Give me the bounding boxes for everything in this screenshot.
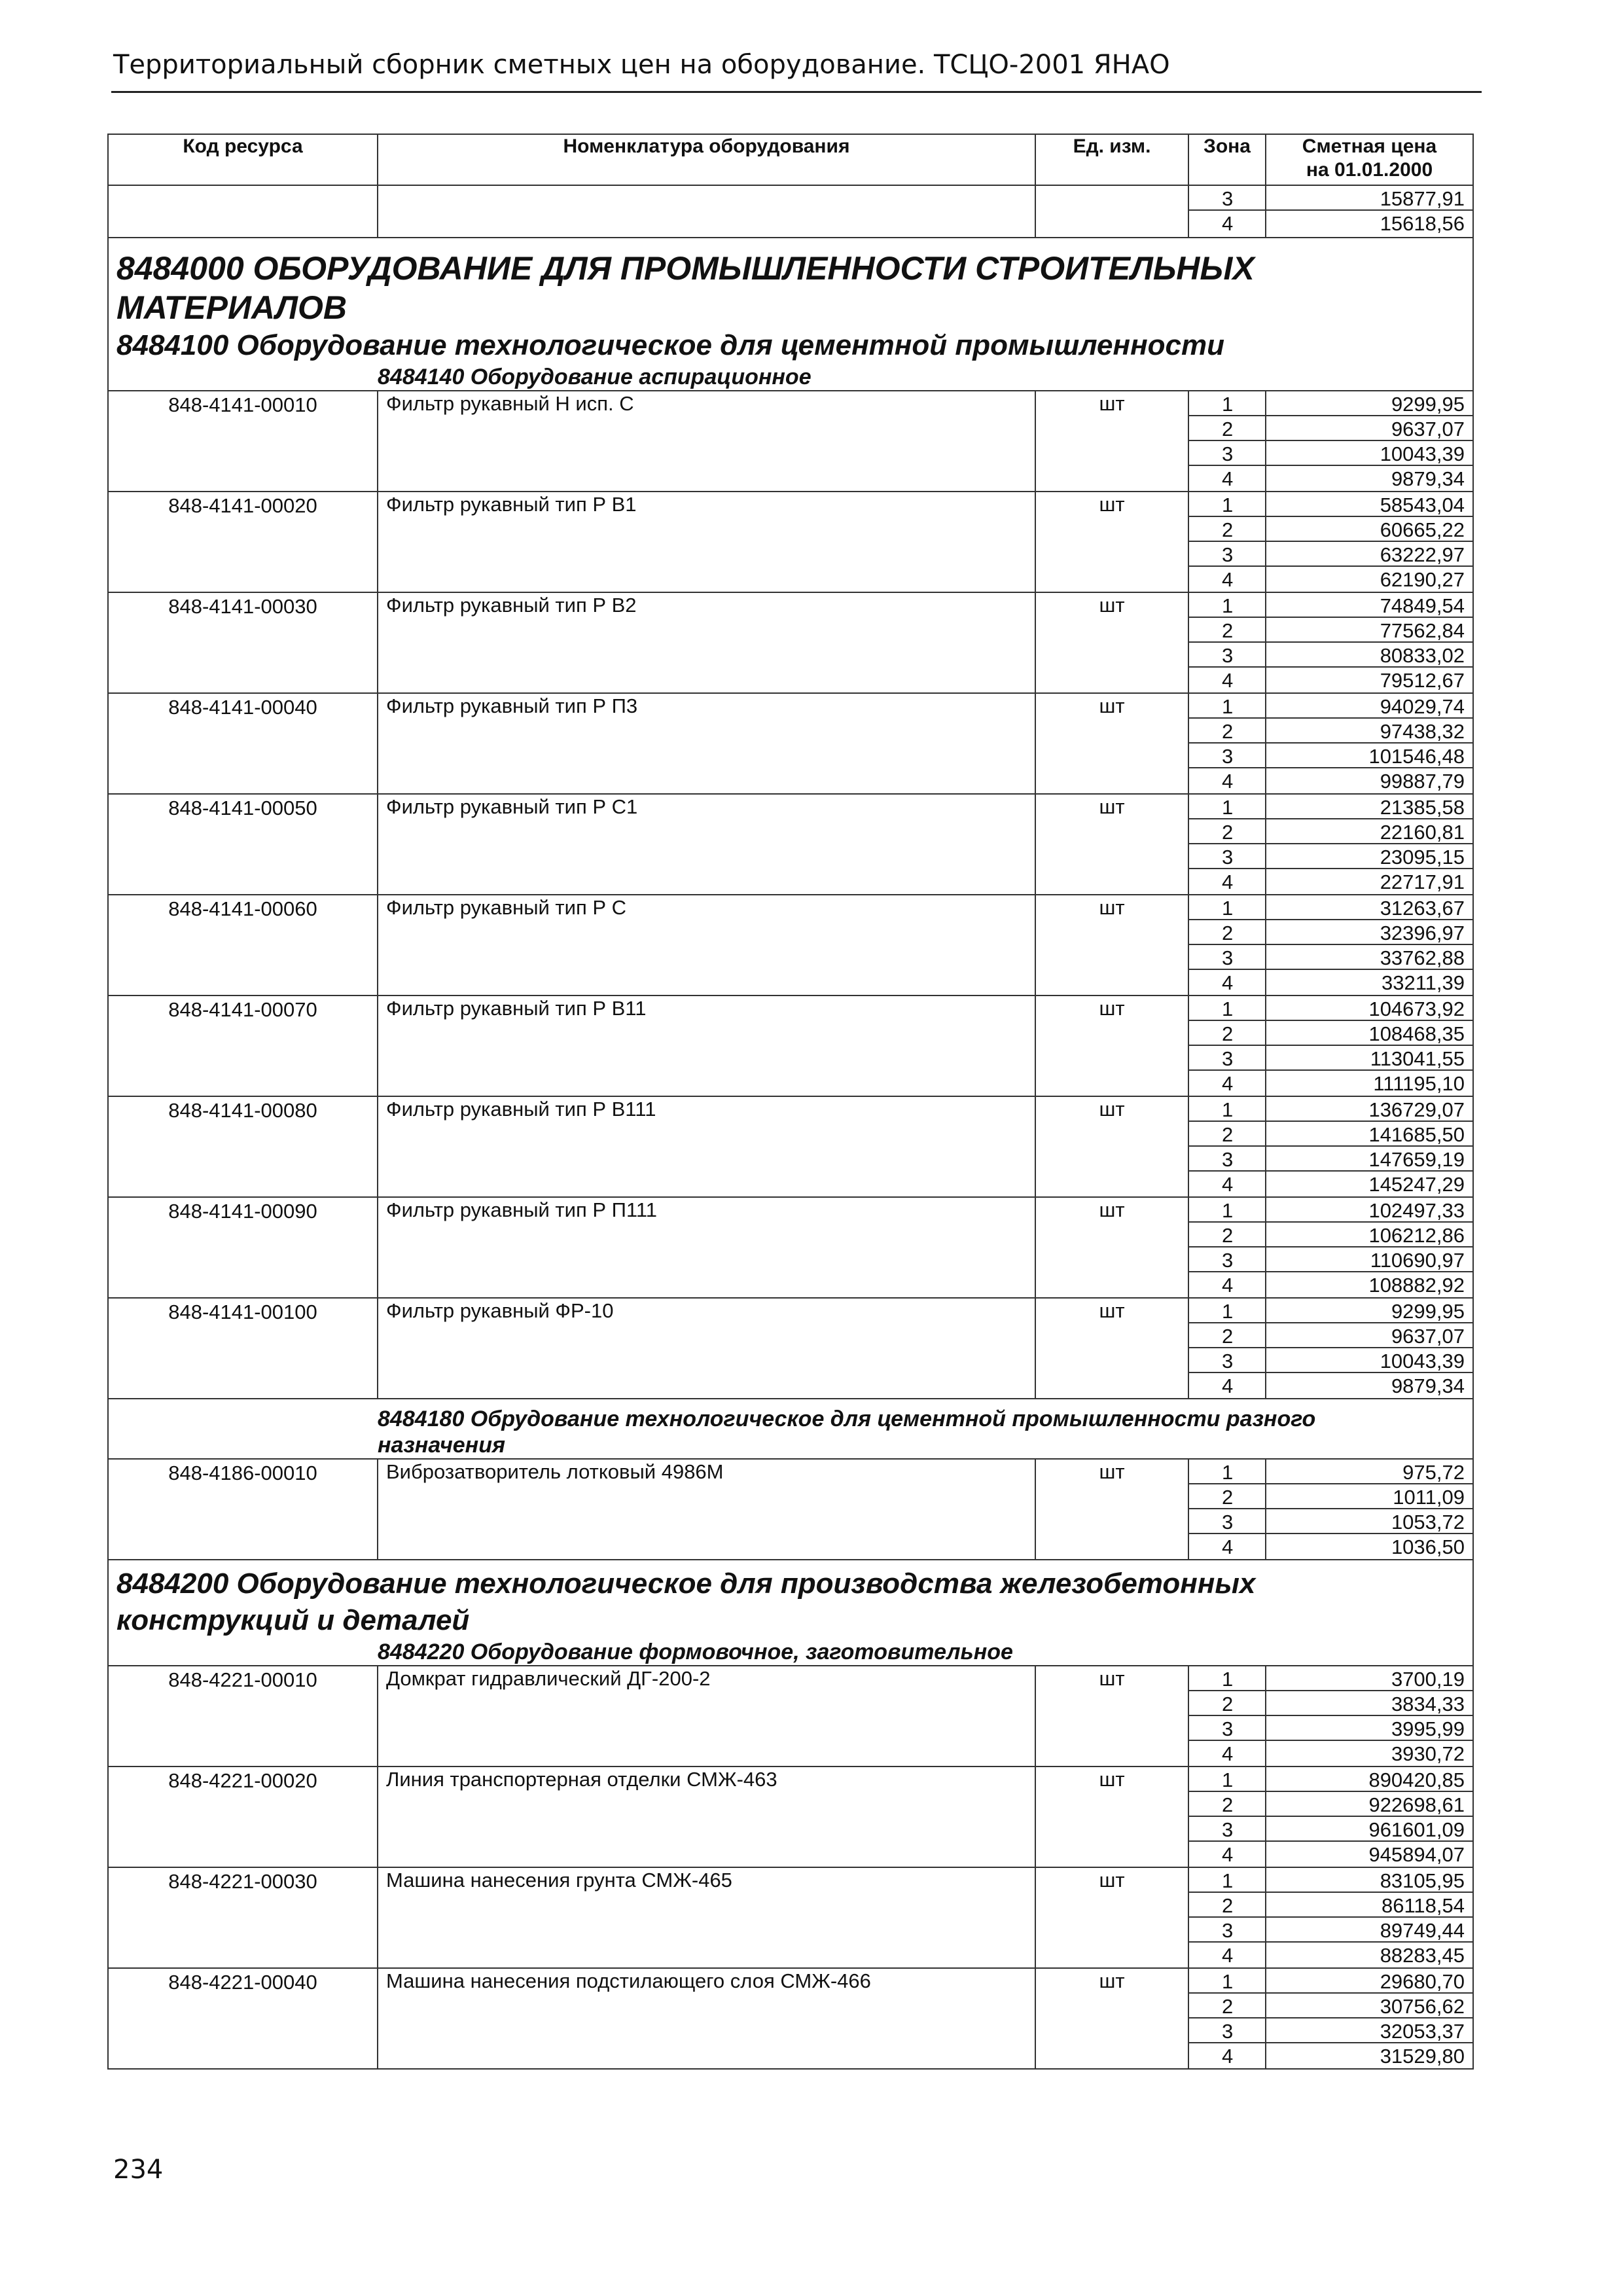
price-value: 1036,50: [1391, 1535, 1465, 1558]
unit-of-measure: шт: [1035, 1197, 1188, 1298]
zone-value: 4: [1222, 1535, 1234, 1558]
zone-value: 4: [1222, 1072, 1234, 1095]
price-value: 890420,85: [1266, 1767, 1472, 1792]
table-row: [108, 1096, 1473, 1197]
zone-value: 3: [1189, 945, 1265, 970]
price-value: 9637,07: [1266, 1323, 1472, 1348]
zone-value: 2: [1189, 1323, 1265, 1348]
price-value: 94029,74: [1266, 694, 1472, 719]
zone-value: 3: [1189, 744, 1265, 768]
zone-value: 2: [1189, 618, 1265, 643]
table-header-row: [108, 134, 1473, 185]
zone-value: 1: [1189, 1666, 1265, 1691]
price-value: 106212,86: [1266, 1223, 1472, 1247]
zone-list: [1188, 895, 1266, 996]
equipment-name: Фильтр рукавный тип Р С: [378, 895, 1035, 996]
resource-code: 848-4141-00070: [108, 996, 378, 1096]
carryover-price: 15618,56: [1380, 212, 1465, 235]
section-row-8484000: [108, 238, 1473, 327]
zone-value: 1: [1189, 1767, 1265, 1792]
zone-value: 3: [1189, 441, 1265, 466]
zone-value: 4: [1222, 467, 1234, 490]
carryover-price: 15877,91: [1266, 186, 1472, 211]
carryover-zones: [1188, 185, 1266, 238]
equipment-name: Фильтр рукавный тип Р В2: [378, 592, 1035, 693]
zone-value: 4: [1222, 669, 1234, 692]
resource-code: 848-4141-00010: [108, 391, 378, 492]
equipment-name: Фильтр рукавный ФР-10: [378, 1298, 1035, 1399]
resource-code: 848-4141-00080: [108, 1096, 378, 1197]
price-table-body: [108, 134, 1473, 2069]
section-title-8484100: 8484100 Оборудование технологическое для цементной промышленности: [108, 327, 1473, 364]
zone-value: 3: [1189, 1046, 1265, 1071]
zone-value: 2: [1189, 1021, 1265, 1046]
section-row-8484200: [108, 1560, 1473, 1639]
unit-of-measure: шт: [1035, 693, 1188, 794]
price-list: [1266, 592, 1473, 693]
zone-list: [1188, 1197, 1266, 1298]
unit-of-measure: шт: [1035, 1767, 1188, 1867]
zone-list: [1188, 1298, 1266, 1399]
price-list: [1266, 391, 1473, 492]
equipment-name: Фильтр рукавный тип Р П3: [378, 693, 1035, 794]
carryover-code: [108, 185, 378, 238]
price-value: 22160,81: [1266, 819, 1472, 844]
price-list: [1266, 895, 1473, 996]
price-value: 113041,55: [1266, 1046, 1472, 1071]
table-row: [108, 391, 1473, 492]
price-value: 147659,19: [1266, 1147, 1472, 1172]
equipment-name: Фильтр рукавный тип Р В11: [378, 996, 1035, 1096]
price-value: 975,72: [1266, 1460, 1472, 1484]
zone-value: 1: [1189, 593, 1265, 618]
column-header-price: [1266, 134, 1473, 185]
price-value: 10043,39: [1266, 441, 1472, 466]
header-divider: [111, 91, 1482, 93]
resource-code: 848-4221-00040: [108, 1968, 378, 2069]
price-value: 63222,97: [1266, 542, 1472, 567]
zone-value: 2: [1189, 416, 1265, 441]
resource-code: 848-4221-00030: [108, 1867, 378, 1968]
zone-value: 2: [1189, 517, 1265, 542]
price-value: 3995,99: [1266, 1716, 1472, 1741]
unit-of-measure: шт: [1035, 1298, 1188, 1399]
resource-code: 848-4141-00060: [108, 895, 378, 996]
resource-code: 848-4221-00010: [108, 1666, 378, 1767]
zone-value: 4: [1222, 1742, 1234, 1765]
zone-value: 2: [1189, 1893, 1265, 1918]
price-value: 58543,04: [1266, 492, 1472, 517]
price-value: 30756,62: [1266, 1994, 1472, 2018]
unit-of-measure: шт: [1035, 1666, 1188, 1767]
price-value: 97438,32: [1266, 719, 1472, 744]
price-value: 922698,61: [1266, 1792, 1472, 1817]
section-row-8484100: [108, 327, 1473, 364]
column-header-zone: Зона: [1188, 134, 1266, 185]
price-value: 104673,92: [1266, 996, 1472, 1021]
zone-value: 1: [1189, 1198, 1265, 1223]
zone-value: 3: [1189, 1918, 1265, 1943]
zone-value: 2: [1189, 819, 1265, 844]
zone-value: 1: [1189, 1299, 1265, 1323]
price-value: 9637,07: [1266, 416, 1472, 441]
zone-value: 3: [1189, 1509, 1265, 1534]
zone-value: 4: [1222, 971, 1234, 994]
resource-code: 848-4186-00010: [108, 1459, 378, 1560]
carryover-zone: 3: [1189, 186, 1265, 211]
group-row-8484140: [108, 364, 1473, 391]
equipment-name: Фильтр рукавный тип Р П111: [378, 1197, 1035, 1298]
zone-value: 3: [1189, 1716, 1265, 1741]
table-row: [108, 693, 1473, 794]
unit-of-measure: шт: [1035, 895, 1188, 996]
price-value: 89749,44: [1266, 1918, 1472, 1943]
price-list: [1266, 1197, 1473, 1298]
zone-value: 4: [1222, 1173, 1234, 1196]
zone-value: 3: [1189, 1817, 1265, 1842]
zone-value: 3: [1189, 1348, 1265, 1373]
price-value: 83105,95: [1266, 1868, 1472, 1893]
price-value: 79512,67: [1380, 669, 1465, 692]
price-value: 101546,48: [1266, 744, 1472, 768]
zone-list: [1188, 1867, 1266, 1968]
column-header-code: Код ресурса: [108, 134, 378, 185]
resource-code: 848-4141-00090: [108, 1197, 378, 1298]
zone-value: 3: [1189, 1247, 1265, 1272]
group-spacer: [108, 1639, 378, 1666]
zone-value: 1: [1189, 1868, 1265, 1893]
price-list: [1266, 1767, 1473, 1867]
zone-list: [1188, 693, 1266, 794]
price-list: [1266, 1968, 1473, 2069]
column-header-unit: Ед. изм.: [1035, 134, 1188, 185]
unit-of-measure: шт: [1035, 996, 1188, 1096]
page-header-title: Территориальный сборник сметных цен на оборудование. ТСЦО-2001 ЯНАО: [113, 50, 1170, 80]
resource-code: 848-4141-00040: [108, 693, 378, 794]
equipment-name: Домкрат гидравлический ДГ-200-2: [378, 1666, 1035, 1767]
column-header-price-line1: Сметная цена: [1302, 135, 1437, 157]
table-row: [108, 1666, 1473, 1767]
zone-value: 4: [1222, 2045, 1234, 2068]
zone-value: 1: [1189, 795, 1265, 819]
price-value: 33762,88: [1266, 945, 1472, 970]
zone-value: 2: [1189, 920, 1265, 945]
price-value: 31263,67: [1266, 895, 1472, 920]
equipment-name: Фильтр рукавный тип Р С1: [378, 794, 1035, 895]
price-value: 9299,95: [1266, 1299, 1472, 1323]
table-row: [108, 592, 1473, 693]
zone-value: 3: [1189, 542, 1265, 567]
zone-list: [1188, 1968, 1266, 2069]
carryover-name: [378, 185, 1035, 238]
zone-value: 1: [1189, 1097, 1265, 1122]
price-value: 141685,50: [1266, 1122, 1472, 1147]
price-value: 10043,39: [1266, 1348, 1472, 1373]
zone-value: 2: [1189, 1484, 1265, 1509]
unit-of-measure: шт: [1035, 492, 1188, 592]
price-value: 22717,91: [1380, 870, 1465, 893]
equipment-name: Виброзатворитель лотковый 4986М: [378, 1459, 1035, 1560]
price-value: 102497,33: [1266, 1198, 1472, 1223]
resource-code: 848-4141-00100: [108, 1298, 378, 1399]
price-value: 1053,72: [1266, 1509, 1472, 1534]
table-row: [108, 794, 1473, 895]
resource-code: 848-4141-00050: [108, 794, 378, 895]
zone-value: 4: [1222, 1374, 1234, 1397]
price-value: 31529,80: [1380, 2045, 1465, 2068]
section-title-8484200: 8484200 Оборудование технологическое для производства железобетонных конструкций и деталей: [108, 1560, 1473, 1639]
zone-value: 2: [1189, 1792, 1265, 1817]
zone-value: 4: [1222, 1843, 1234, 1866]
zone-value: 3: [1189, 844, 1265, 869]
group-title-8484180: 8484180 Обрудование технологическое для цементной промышленности разного назначения: [378, 1399, 1473, 1459]
price-value: 945894,07: [1368, 1843, 1465, 1866]
price-list: [1266, 1298, 1473, 1399]
column-header-name: Номенклатура оборудования: [378, 134, 1035, 185]
price-value: 60665,22: [1266, 517, 1472, 542]
zone-value: 2: [1189, 719, 1265, 744]
resource-code: 848-4141-00020: [108, 492, 378, 592]
price-value: 961601,09: [1266, 1817, 1472, 1842]
price-value: 74849,54: [1266, 593, 1472, 618]
price-value: 3930,72: [1391, 1742, 1465, 1765]
table-row: [108, 1459, 1473, 1560]
equipment-name: Фильтр рукавный тип Р В1: [378, 492, 1035, 592]
page-number: 234: [113, 2155, 164, 2185]
price-value: 136729,07: [1266, 1097, 1472, 1122]
price-value: 32396,97: [1266, 920, 1472, 945]
price-value: 77562,84: [1266, 618, 1472, 643]
zone-value: 3: [1189, 643, 1265, 668]
group-row-8484180: [108, 1399, 1473, 1459]
zone-value: 2: [1189, 1223, 1265, 1247]
zone-value: 3: [1189, 2018, 1265, 2043]
price-value: 23095,15: [1266, 844, 1472, 869]
zone-value: 2: [1189, 1122, 1265, 1147]
price-value: 88283,45: [1380, 1944, 1465, 1967]
zone-value: 4: [1222, 770, 1234, 793]
price-table: [107, 134, 1474, 2070]
resource-code: 848-4141-00030: [108, 592, 378, 693]
zone-list: [1188, 996, 1266, 1096]
price-list: [1266, 492, 1473, 592]
equipment-name: Фильтр рукавный Н исп. С: [378, 391, 1035, 492]
zone-value: 4: [1222, 568, 1234, 591]
equipment-name: Фильтр рукавный тип Р В111: [378, 1096, 1035, 1197]
price-value: 9879,34: [1391, 467, 1465, 490]
price-value: 1011,09: [1266, 1484, 1472, 1509]
table-row: [108, 492, 1473, 592]
zone-list: [1188, 391, 1266, 492]
group-title-8484140: 8484140 Оборудование аспирационное: [378, 364, 1473, 391]
carryover-unit: [1035, 185, 1188, 238]
zone-value: 4: [1222, 1274, 1234, 1297]
unit-of-measure: шт: [1035, 794, 1188, 895]
price-value: 145247,29: [1368, 1173, 1465, 1196]
zone-value: 1: [1189, 492, 1265, 517]
carryover-zone: 4: [1222, 212, 1234, 235]
price-value: 3700,19: [1266, 1666, 1472, 1691]
price-list: [1266, 794, 1473, 895]
zone-list: [1188, 1767, 1266, 1867]
equipment-name: Машина нанесения подстилающего слоя СМЖ-466: [378, 1968, 1035, 2069]
group-spacer: [108, 1399, 378, 1459]
table-row: [108, 1867, 1473, 1968]
price-value: 108468,35: [1266, 1021, 1472, 1046]
unit-of-measure: шт: [1035, 391, 1188, 492]
unit-of-measure: шт: [1035, 1459, 1188, 1560]
price-value: 108882,92: [1368, 1274, 1465, 1297]
zone-value: 1: [1189, 1969, 1265, 1994]
equipment-name: Машина нанесения грунта СМЖ-465: [378, 1867, 1035, 1968]
zone-list: [1188, 1459, 1266, 1560]
table-row: [108, 1298, 1473, 1399]
group-spacer: [108, 364, 378, 391]
price-value: 99887,79: [1380, 770, 1465, 793]
price-list: [1266, 996, 1473, 1096]
price-value: 33211,39: [1382, 971, 1465, 994]
price-value: 62190,27: [1380, 568, 1465, 591]
zone-value: 1: [1189, 391, 1265, 416]
section-title-8484000: 8484000 ОБОРУДОВАНИЕ ДЛЯ ПРОМЫШЛЕННОСТИ СТРОИТЕЛЬНЫХ МАТЕРИАЛОВ: [108, 238, 1473, 327]
unit-of-measure: шт: [1035, 1968, 1188, 2069]
zone-value: 2: [1189, 1691, 1265, 1716]
unit-of-measure: шт: [1035, 1096, 1188, 1197]
price-value: 29680,70: [1266, 1969, 1472, 1994]
group-row-8484220: [108, 1639, 1473, 1666]
carryover-row: [108, 185, 1473, 238]
price-list: [1266, 1867, 1473, 1968]
group-title-8484220: 8484220 Оборудование формовочное, заготовительное: [378, 1639, 1473, 1666]
price-value: 111195,10: [1373, 1072, 1465, 1095]
table-row: [108, 996, 1473, 1096]
price-value: 80833,02: [1266, 643, 1472, 668]
zone-value: 1: [1189, 996, 1265, 1021]
unit-of-measure: шт: [1035, 1867, 1188, 1968]
price-value: 3834,33: [1266, 1691, 1472, 1716]
zone-value: 4: [1222, 1944, 1234, 1967]
price-value: 9879,34: [1391, 1374, 1465, 1397]
equipment-name: Линия транспортерная отделки СМЖ-463: [378, 1767, 1035, 1867]
price-value: 110690,97: [1266, 1247, 1472, 1272]
zone-list: [1188, 592, 1266, 693]
price-list: [1266, 693, 1473, 794]
unit-of-measure: шт: [1035, 592, 1188, 693]
price-value: 21385,58: [1266, 795, 1472, 819]
table-row: [108, 1197, 1473, 1298]
table-row: [108, 895, 1473, 996]
zone-list: [1188, 794, 1266, 895]
zone-list: [1188, 1666, 1266, 1767]
zone-value: 3: [1189, 1147, 1265, 1172]
zone-value: 1: [1189, 895, 1265, 920]
zone-list: [1188, 1096, 1266, 1197]
carryover-prices: [1266, 185, 1473, 238]
table-row: [108, 1968, 1473, 2069]
price-list: [1266, 1096, 1473, 1197]
column-header-price-line2: на 01.01.2000: [1306, 159, 1433, 181]
price-list: [1266, 1459, 1473, 1560]
price-value: 32053,37: [1266, 2018, 1472, 2043]
price-value: 86118,54: [1266, 1893, 1472, 1918]
zone-list: [1188, 492, 1266, 592]
zone-value: 1: [1189, 1460, 1265, 1484]
zone-value: 2: [1189, 1994, 1265, 2018]
resource-code: 848-4221-00020: [108, 1767, 378, 1867]
price-list: [1266, 1666, 1473, 1767]
table-row: [108, 1767, 1473, 1867]
zone-value: 4: [1222, 870, 1234, 893]
price-value: 9299,95: [1266, 391, 1472, 416]
zone-value: 1: [1189, 694, 1265, 719]
